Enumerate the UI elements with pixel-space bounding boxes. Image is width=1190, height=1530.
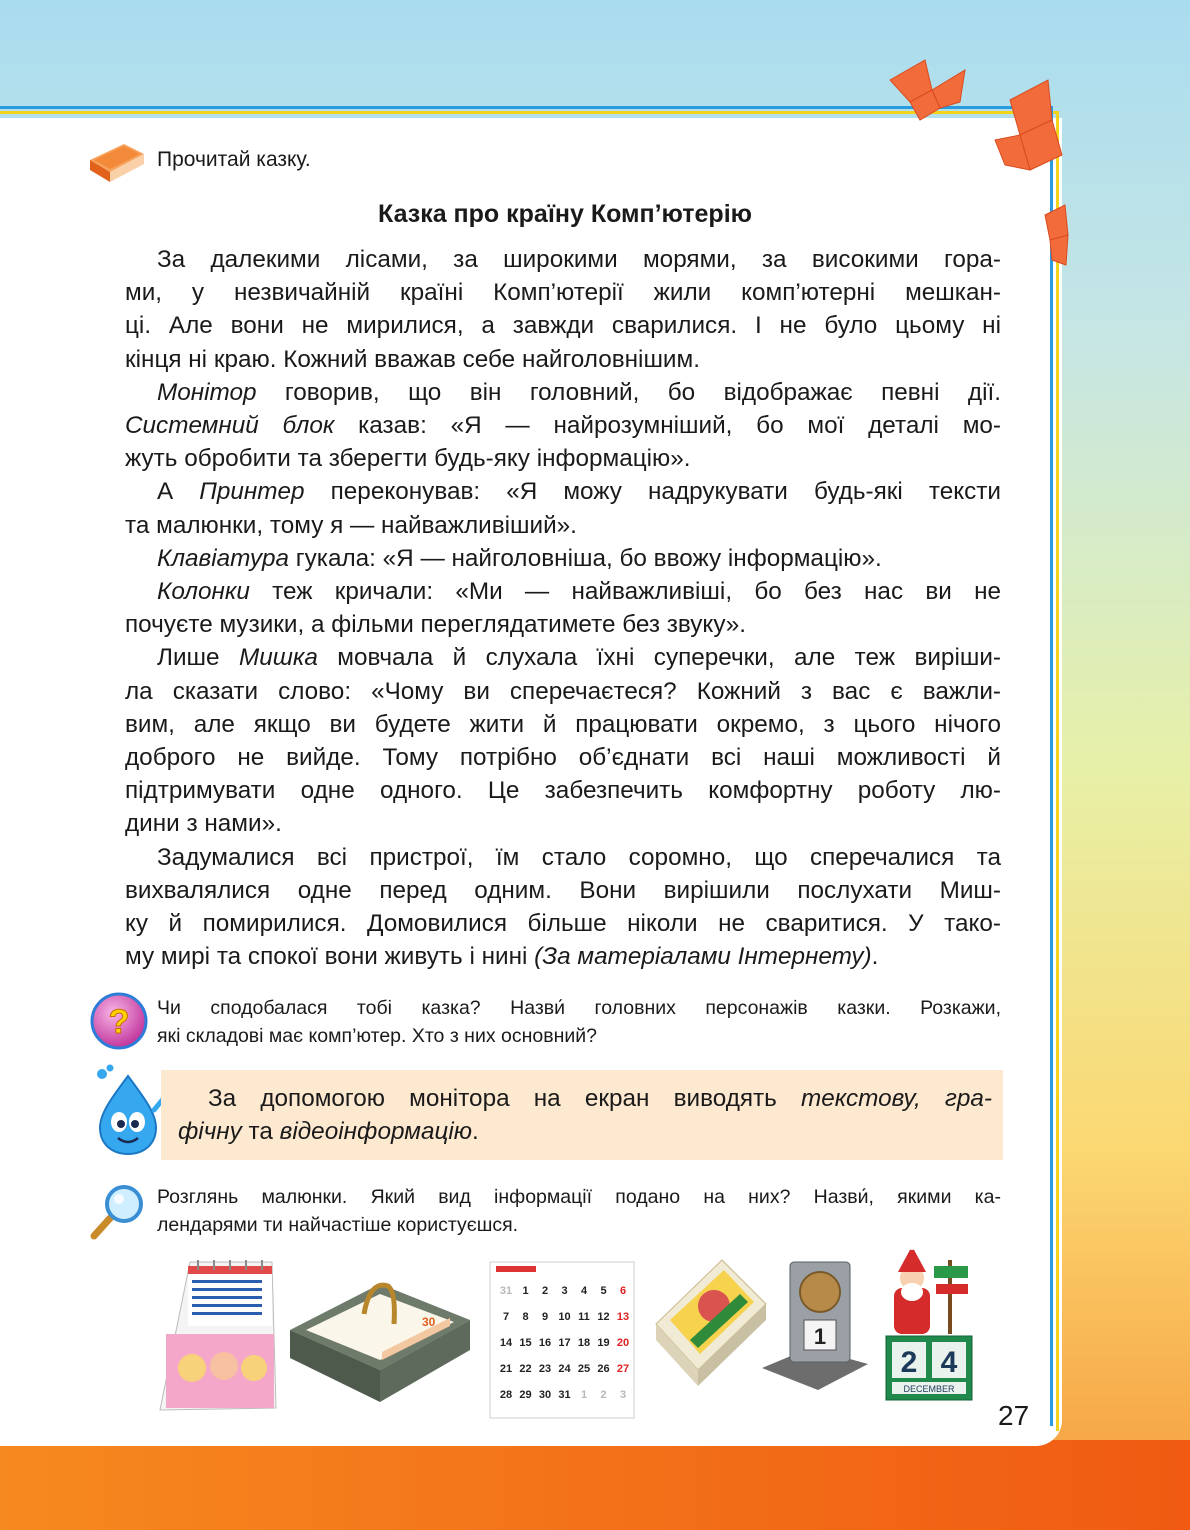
story-line: ці. Але вони не мирилися, а завжди сварилися. І не було цьому ні: [125, 312, 1001, 340]
desk-calendar-day: 1: [813, 1324, 827, 1349]
calendar-day: 1: [522, 1285, 529, 1297]
term-video: відеоінформацію: [279, 1118, 473, 1145]
definition-fragment: .: [472, 1118, 479, 1145]
question-icon: [90, 992, 148, 1050]
calendar-day: 30: [538, 1389, 552, 1401]
definition-line: [178, 1115, 992, 1148]
definition-fragment: та: [241, 1118, 280, 1145]
block-digit-2: 4: [940, 1346, 958, 1379]
calendar-day: 24: [558, 1363, 571, 1375]
calendar-day: 21: [499, 1363, 513, 1375]
calendar-day: 4: [580, 1285, 588, 1297]
question-line: які складові має комп’ютер. Хто з них основний?: [157, 1025, 597, 1047]
story-fragment: теж кричали: «Ми — найважливіші, бо без нас ви не: [249, 578, 1001, 606]
calendar-day: 3: [619, 1389, 627, 1401]
calendar-day: 18: [577, 1337, 591, 1349]
bottom-band: [0, 1440, 1190, 1530]
calendar-day: 5: [600, 1285, 607, 1297]
definition-fragment: За допомогою монітора на екран виводять: [208, 1085, 801, 1112]
story-line: [125, 409, 1001, 442]
story-line: [125, 475, 1001, 508]
definition-line: [178, 1082, 992, 1115]
story-line: [125, 542, 1001, 575]
calendar-day: 2: [541, 1285, 549, 1297]
story-fragment: А: [157, 478, 200, 506]
story-line: дини з нами».: [125, 810, 282, 838]
story-fragment: .: [871, 943, 879, 971]
calendar-day: 10: [558, 1311, 571, 1323]
task-block: [157, 1183, 1001, 1239]
tent-calendar-icon: [160, 1260, 276, 1410]
svg-text:30: 30: [422, 1315, 436, 1329]
story-fragment: му мирі та спокої вони живуть і нині: [125, 943, 535, 971]
story-title: Казка про країну Комп’ютерію: [378, 200, 752, 228]
source-note: (За матеріалами Інтернету): [534, 943, 872, 971]
story-fragment: казав: «Я — найрозумніший, бо мої деталі мо-: [334, 412, 1002, 440]
calendar-day: 8: [522, 1311, 529, 1323]
story-line: Задумалися всі пристрої, їм стало соромно, що сперечалися та: [157, 843, 1001, 871]
metal-perpetual-calendar-icon: [762, 1262, 868, 1390]
calendar-day: 11: [578, 1311, 590, 1323]
character-keyboard: Клавіатура: [157, 544, 290, 572]
story-line: [125, 376, 1001, 409]
calendar-day: 16: [538, 1337, 552, 1349]
flip-desk-calendar-icon: [290, 1284, 470, 1402]
story-fragment: переконував: «Я можу надрукувати будь-які тексти: [304, 478, 1001, 506]
story-line: вим, але якщо ви будете жити й працювати окремо, з цього нічого: [125, 710, 1001, 738]
task-line: лендарями ти найчастіше користуєшся.: [157, 1214, 519, 1236]
story-line: [125, 641, 1001, 674]
story-line: [125, 575, 1001, 608]
calendar-day: 22: [519, 1363, 532, 1375]
calendar-day: 31: [558, 1389, 571, 1401]
frame-line-yellow-vertical: [1056, 111, 1059, 1431]
story-line: ку й помирилися. Домовилися більше ніколи не сваритися. У тако-: [125, 910, 1001, 938]
term-text-graphic: текстову, гра-: [801, 1085, 992, 1112]
story-line: почуєте музики, а фільми переглядатимете без звуку».: [125, 611, 747, 639]
butterfly-decoration-icon: [870, 40, 1070, 270]
svg-text:?: ?: [108, 1003, 130, 1041]
definition-text: [178, 1082, 992, 1148]
calendar-day: 27: [616, 1363, 630, 1375]
story-fragment: говорив, що він головний, бо відображає певні дії.: [256, 378, 1001, 406]
question-block: [157, 994, 1001, 1050]
instruction-read: Прочитай казку.: [157, 148, 311, 171]
character-monitor: Монітор: [157, 378, 257, 406]
calendar-day: 13: [616, 1311, 630, 1323]
page-number: 27: [998, 1400, 1030, 1431]
story-line: вихвалялися одне перед одним. Вони вирішили послухати Миш-: [125, 876, 1001, 904]
calendar-day: 7: [502, 1311, 510, 1323]
block-month: DECEMBER: [903, 1384, 955, 1394]
story-line: підтримувати одне одного. Це забезпечить комфортну роботу лю-: [125, 777, 1001, 805]
calendar-day: 20: [616, 1337, 630, 1349]
calendar-day: 19: [597, 1337, 610, 1349]
calendar-day: 28: [499, 1389, 513, 1401]
story-fragment: гукала: «Я — найголовніша, бо ввожу інформацію».: [289, 544, 882, 572]
wall-calendar-icon: [490, 1262, 634, 1418]
block-digit-1: 2: [900, 1346, 918, 1379]
story-line: ми, у незвичайній країні Комп’ютерії жили комп’ютерні мешкан-: [125, 279, 1001, 307]
story-line: За далекими лісами, за широкими морями, за високими гора-: [157, 246, 1001, 273]
character-mouse: Мишка: [238, 644, 318, 672]
book-icon: [88, 140, 146, 184]
tear-off-calendar-icon: [656, 1260, 766, 1386]
character-printer: Принтер: [199, 478, 305, 506]
story-fragment: Лише: [157, 644, 239, 672]
character-speakers: Колонки: [157, 578, 250, 606]
calendar-day: 17: [558, 1337, 571, 1349]
calendar-day: 25: [577, 1363, 591, 1375]
water-drop-mascot-icon: [88, 1062, 168, 1158]
story-fragment: мовчала й слухала їхні суперечки, але теж виріши-: [317, 644, 1001, 672]
calendar-day: 23: [538, 1363, 552, 1375]
story-line: [125, 940, 1001, 973]
term-graphic: фічну: [178, 1118, 242, 1145]
santa-block-calendar-icon: [886, 1242, 972, 1400]
calendar-day: 2: [600, 1389, 607, 1401]
story-line: та малюнки, тому я — найважливіший».: [125, 511, 577, 539]
calendar-day: 1: [580, 1389, 588, 1401]
calendar-day: 29: [519, 1389, 532, 1401]
calendar-day: 31: [499, 1285, 513, 1297]
calendar-day: 9: [541, 1311, 549, 1323]
calendar-day: 26: [597, 1363, 610, 1375]
story-text: [125, 243, 1001, 973]
calendar-day: 15: [519, 1337, 532, 1349]
story-line: жуть обробити та зберегти будь-яку інформацію».: [125, 445, 691, 473]
story-line: ла сказати слово: «Чому ви сперечаєтеся? Кожний з вас є важли-: [125, 677, 1001, 705]
calendar-day: 14: [499, 1337, 513, 1349]
question-line: Чи сподобалася тобі казка? Назви́ головних персонажів казки. Розкажи,: [157, 997, 1001, 1019]
magnifier-icon: [88, 1180, 148, 1240]
frame-line-blue-vertical: [1050, 106, 1053, 1426]
task-line: Розглянь малюнки. Який вид інформації подано на них? Назви́, якими ка-: [157, 1186, 1001, 1208]
story-line: кінця ні краю. Кожний вважав себе найголовнішим.: [125, 345, 700, 373]
calendar-day: 3: [561, 1285, 568, 1297]
character-system-unit: Системний блок: [125, 412, 335, 440]
calendars-illustration: [150, 1240, 990, 1420]
calendar-day: 6: [619, 1285, 627, 1297]
calendar-day: 12: [597, 1311, 610, 1323]
story-line: доброго не вийде. Тому потрібно об’єднати всі наші можливості й: [125, 744, 1001, 772]
